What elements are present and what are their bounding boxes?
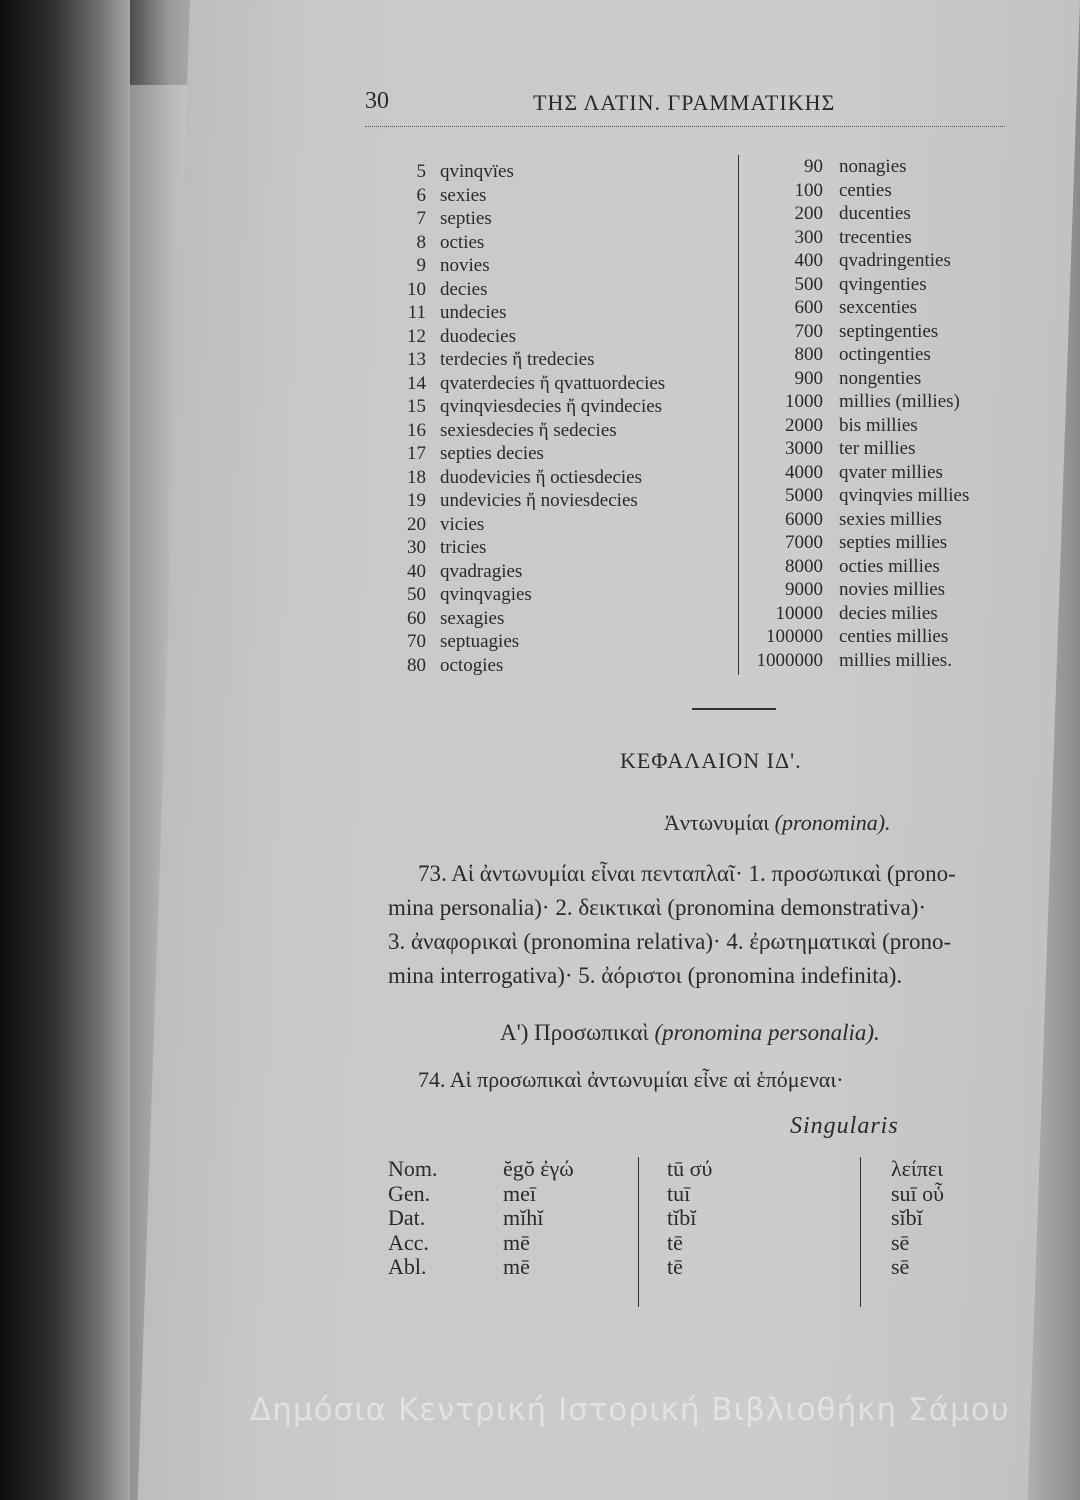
- numeral-adverb: octies: [440, 231, 485, 253]
- numeral-number: 10000: [775, 602, 823, 624]
- singularis-label: Singularis: [790, 1113, 899, 1139]
- numeral-number: 60: [407, 607, 426, 629]
- numeral-row: [739, 226, 969, 250]
- numeral-number: 19: [407, 490, 426, 511]
- numeral-number: 10: [407, 278, 426, 300]
- numeral-row: [378, 654, 665, 678]
- numeral-number: 70: [407, 631, 426, 652]
- paragraph-73-line: mina personalia)· 2. δεικτικαὶ (pronomina demonstrativa)·: [388, 895, 927, 920]
- numeral-number: 8: [416, 231, 426, 253]
- numeral-number: 15: [407, 396, 426, 417]
- numeral-row: [378, 489, 665, 513]
- numeral-row: [378, 160, 665, 184]
- numeral-adverb: ter millies: [839, 438, 916, 459]
- form-ego: ĕgŏ ἐγώ: [503, 1156, 574, 1181]
- running-title: ΤΗΣ ΛΑΤΙΝ. ΓΡΑΜΜΑΤΙΚΗΣ: [533, 90, 836, 115]
- subtitle-latin: (pronomina).: [774, 810, 891, 835]
- declension-sui-column: [860, 1157, 944, 1307]
- numeral-number: 20: [407, 513, 426, 535]
- numeral-adverb: qvinqvïes: [440, 161, 514, 182]
- numeral-number: 17: [407, 443, 426, 464]
- numeral-row: [739, 273, 969, 297]
- numeral-adverb: sexies millies: [839, 508, 942, 530]
- numeral-number: 7: [416, 208, 426, 229]
- numeral-adverb: octies millies: [839, 555, 940, 577]
- numeral-number: 9: [416, 255, 426, 276]
- numeral-number: 40: [407, 560, 426, 582]
- numeral-number: 800: [794, 344, 823, 365]
- form-tu: tĭbĭ: [667, 1205, 697, 1230]
- section-title-personal-pronouns: [500, 1020, 880, 1046]
- numeral-adverb: qvater millies: [839, 461, 943, 483]
- numeral-adverb: novies millies: [839, 579, 946, 600]
- numeral-adverb: sexcenties: [839, 297, 918, 318]
- paragraph-73-line: mina interrogativa)· 5. ἀόριστοι (pronomina indefinita).: [388, 963, 903, 988]
- numeral-number: 14: [407, 372, 426, 394]
- form-sui: sē: [891, 1254, 910, 1279]
- declension-ego-column: [503, 1157, 574, 1280]
- form-sui: sĭbĭ: [891, 1205, 923, 1230]
- library-watermark: Δημόσια Κεντρική Ιστορική Βιβλιοθήκη Σάμου: [250, 1392, 1010, 1428]
- declension-tu-column: [638, 1157, 712, 1307]
- numeral-number: 300: [794, 226, 823, 248]
- numeral-number: 12: [407, 325, 426, 347]
- header-rule: [365, 126, 1005, 127]
- section-title-latin: (pronomina personalia).: [654, 1020, 880, 1045]
- numeral-adverb: centies millies: [839, 626, 949, 647]
- numeral-row: [378, 207, 665, 231]
- case-label: Gen.: [388, 1180, 431, 1206]
- numeral-adverb: septuagies: [440, 631, 520, 652]
- numeral-number: 90: [804, 156, 823, 177]
- numeral-adverb: nongenties: [839, 367, 922, 389]
- numeral-number: 5000: [785, 485, 823, 506]
- form-ego: meī: [503, 1180, 536, 1206]
- numeral-adverb: terdecies ἤ tredecies: [440, 349, 595, 370]
- form-sui: sē: [891, 1229, 910, 1255]
- numeral-number: 18: [407, 466, 426, 488]
- chapter-subtitle: [664, 810, 891, 836]
- numeral-number: 1000000: [756, 649, 823, 671]
- form-sui: λείπει: [891, 1156, 944, 1181]
- numeral-adverb: qvadragies: [440, 560, 523, 582]
- numeral-row: [739, 390, 969, 414]
- paragraph-73-line: 73. Αἱ ἀντωνυμίαι εἶναι πενταπλαῖ· 1. προσωπικαὶ (prono-: [418, 861, 956, 886]
- numeral-row: [739, 414, 969, 438]
- numeral-number: 16: [407, 419, 426, 441]
- numeral-row: [739, 249, 969, 273]
- form-tu: tē: [667, 1229, 683, 1255]
- numeral-row: [739, 343, 969, 367]
- form-ego: mē: [503, 1254, 530, 1279]
- numerals-list-right: [738, 155, 969, 675]
- numeral-row: [739, 202, 969, 226]
- numeral-adverb: millies (millies): [839, 391, 960, 412]
- numeral-adverb: trecenties: [839, 226, 912, 248]
- numeral-number: 9000: [785, 579, 823, 600]
- numeral-adverb: decies milies: [839, 602, 938, 624]
- numeral-adverb: centies: [839, 179, 892, 201]
- numeral-row: [739, 602, 969, 626]
- case-label: Abl.: [388, 1254, 427, 1279]
- numeral-number: 500: [794, 273, 823, 295]
- numeral-row: [739, 461, 969, 485]
- numeral-adverb: qvadringenties: [839, 250, 951, 271]
- numeral-number: 200: [794, 203, 823, 224]
- case-label: Dat.: [388, 1205, 426, 1230]
- numeral-row: [378, 560, 665, 584]
- numeral-adverb: undevicies ἤ noviesdecies: [440, 490, 638, 511]
- numeral-row: [378, 184, 665, 208]
- subtitle-greek: Ἀντωνυμίαι: [664, 810, 770, 835]
- numeral-number: 900: [794, 367, 823, 389]
- numeral-number: 80: [407, 654, 426, 676]
- numeral-number: 6000: [785, 508, 823, 530]
- section-title-greek: Α') Προσωπικαὶ: [500, 1020, 649, 1045]
- numeral-row: [739, 437, 969, 461]
- numeral-row: [378, 419, 665, 443]
- numeral-number: 50: [407, 584, 426, 605]
- paragraph-74: 74. Αἱ προσωπικαὶ ἀντωνυμίαι εἶνε αἱ ἑπόμεναι·: [418, 1067, 844, 1092]
- numeral-row: [739, 508, 969, 532]
- numeral-adverb: octingenties: [839, 344, 931, 365]
- numerals-list-left: [378, 160, 665, 677]
- numeral-adverb: qvinqvagies: [440, 584, 532, 605]
- declension-cases-column: [388, 1157, 438, 1280]
- numeral-number: 2000: [785, 414, 823, 436]
- numeral-row: [739, 649, 969, 673]
- numeral-adverb: nonagies: [839, 156, 907, 177]
- numeral-row: [378, 583, 665, 607]
- form-tu: tuī: [667, 1180, 691, 1206]
- numeral-number: 6: [416, 184, 426, 206]
- numeral-number: 700: [794, 320, 823, 342]
- numeral-row: [739, 484, 969, 508]
- numeral-number: 8000: [785, 555, 823, 577]
- numeral-adverb: novies: [440, 255, 490, 276]
- numeral-adverb: septies millies: [839, 532, 948, 553]
- numeral-number: 400: [794, 250, 823, 271]
- numeral-adverb: qvingenties: [839, 273, 927, 295]
- numeral-number: 4000: [785, 461, 823, 483]
- numeral-adverb: duodevicies ἤ octiesdecies: [440, 466, 642, 488]
- numeral-row: [739, 578, 969, 602]
- numeral-adverb: decies: [440, 278, 488, 300]
- numeral-row: [378, 278, 665, 302]
- numeral-adverb: qvaterdecies ἤ qvattuordecies: [440, 372, 666, 394]
- numeral-adverb: sexagies: [440, 607, 505, 629]
- numeral-number: 13: [407, 349, 426, 370]
- numeral-number: 5: [416, 161, 426, 182]
- numeral-adverb: millies millies.: [839, 649, 952, 671]
- form-ego: mĭhĭ: [503, 1205, 544, 1230]
- numeral-row: [378, 607, 665, 631]
- numeral-adverb: tricies: [440, 537, 487, 558]
- numeral-row: [739, 531, 969, 555]
- form-sui: suī οὗ: [891, 1180, 945, 1206]
- case-label: Acc.: [388, 1229, 429, 1255]
- numeral-row: [739, 367, 969, 391]
- numeral-adverb: vicies: [440, 513, 485, 535]
- case-label: Nom.: [388, 1156, 438, 1181]
- numeral-row: [739, 155, 969, 179]
- numeral-row: [378, 372, 665, 396]
- numeral-number: 1000: [785, 391, 823, 412]
- numeral-row: [378, 513, 665, 537]
- numeral-number: 600: [794, 297, 823, 318]
- numeral-adverb: septies decies: [440, 443, 544, 464]
- numeral-row: [378, 348, 665, 372]
- form-tu: tū σύ: [667, 1156, 713, 1181]
- section-divider: [692, 708, 776, 710]
- numeral-row: [739, 625, 969, 649]
- numeral-adverb: bis millies: [839, 414, 918, 436]
- form-tu: tē: [667, 1254, 683, 1279]
- numeral-row: [378, 395, 665, 419]
- numeral-row: [378, 254, 665, 278]
- numeral-row: [378, 325, 665, 349]
- numeral-number: 7000: [785, 532, 823, 553]
- numeral-adverb: qvinqviesdecies ἤ qvindecies: [440, 396, 663, 417]
- numeral-row: [378, 466, 665, 490]
- numeral-row: [739, 320, 969, 344]
- numeral-adverb: sexies: [440, 184, 487, 206]
- numeral-row: [378, 301, 665, 325]
- page-number: 30: [365, 88, 389, 114]
- numeral-adverb: octogies: [440, 654, 504, 676]
- numeral-row: [378, 442, 665, 466]
- paragraph-73-line: 3. ἀναφορικαὶ (pronomina relativa)· 4. ἐρωτηματικαὶ (prono-: [388, 929, 952, 954]
- numeral-adverb: sexiesdecies ἤ sedecies: [440, 419, 617, 441]
- form-ego: mē: [503, 1229, 530, 1255]
- numeral-number: 3000: [785, 438, 823, 459]
- page-header: [365, 88, 1005, 128]
- numeral-number: 100000: [766, 626, 823, 647]
- numeral-adverb: septies: [440, 208, 492, 229]
- chapter-heading: ΚΕΦΑΛΑΙΟΝ ΙΔ'.: [620, 748, 802, 773]
- numeral-adverb: ducenties: [839, 203, 911, 224]
- numeral-number: 30: [407, 537, 426, 558]
- numeral-number: 11: [407, 302, 426, 323]
- numeral-row: [378, 231, 665, 255]
- numeral-number: 100: [794, 179, 823, 201]
- numeral-row: [739, 179, 969, 203]
- numeral-adverb: septingenties: [839, 320, 939, 342]
- numeral-adverb: qvinqvies millies: [839, 485, 970, 506]
- numeral-adverb: duodecies: [440, 325, 516, 347]
- paragraph-73: [388, 857, 1078, 993]
- numeral-row: [739, 296, 969, 320]
- numeral-row: [739, 555, 969, 579]
- numeral-adverb: undecies: [440, 302, 507, 323]
- numeral-row: [378, 536, 665, 560]
- numeral-row: [378, 630, 665, 654]
